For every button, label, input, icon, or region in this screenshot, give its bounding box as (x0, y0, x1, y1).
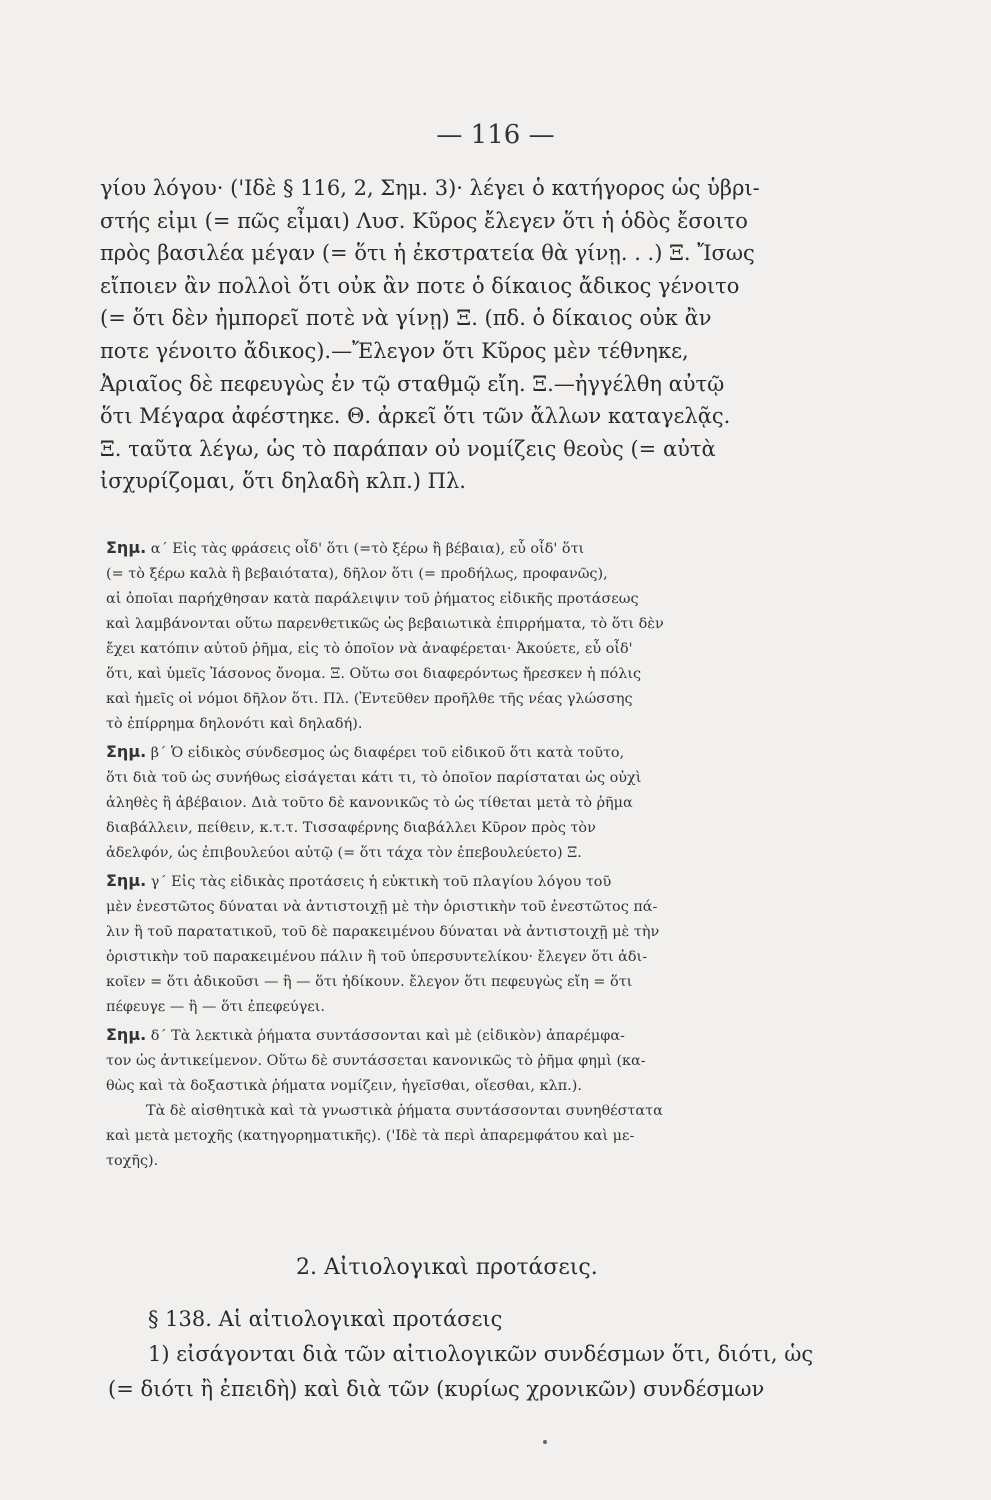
text-line: Ξ. ταῦτα λέγω, ὡς τὸ παράπαν οὐ νομίζεις θεοὺς (= αὐτὰ (100, 436, 716, 461)
speck (543, 1440, 547, 1444)
note-line: Τὰ δὲ αἰσθητικὰ καὶ τὰ γνωστικὰ ῥήματα συντάσσονται συνηθέστατα (146, 1103, 663, 1119)
text-line: Ἀριαῖος δὲ πεφευγὼς ἐν τῷ σταθμῷ εἴη. Ξ.—ἠγγέλθη αὐτῷ (100, 371, 725, 396)
note-line: (= τὸ ξέρω καλὰ ἢ βεβαιότατα), δῆλον ὅτι (= προδήλως, προφανῶς), (106, 566, 608, 582)
note-line: ὅτι, καὶ ὑμεῖς Ἰάσονος ὄνομα. Ξ. Οὕτω σοι διαφερόντως ἤρεσκεν ἡ πόλις (106, 666, 642, 682)
note-line: αἱ ὁποῖαι παρήχθησαν κατὰ παράλειψιν τοῦ ῥήματος εἰδικῆς προτάσεως (106, 591, 639, 607)
note-lead: Σημ. (106, 871, 147, 890)
text-line: (= ὅτι δὲν ἠμπορεῖ ποτὲ νὰ γίνῃ) Ξ. (πδ. ὁ δίκαιος οὐκ ἂν (100, 306, 712, 331)
text-line: ποτε γένοιτο ἄδικος).—Ἔλεγον ὅτι Κῦρος μὲν τέθνηκε, (100, 338, 689, 363)
text-line: πρὸς βασιλέα μέγαν (= ὅτι ἡ ἐκστρατεία θὰ γίνῃ. . .) Ξ. Ἴσως (100, 241, 755, 266)
note-lead: Σημ. (106, 1025, 147, 1044)
note-line: τον ὡς ἀντικείμενον. Οὕτω δὲ συντάσσεται κανονικῶς τὸ ῥῆμα φημὶ (κα- (106, 1053, 646, 1069)
note-alpha (106, 535, 822, 737)
note-text: γ΄ Εἰς τὰς εἰδικὰς προτάσεις ἡ εὐκτικὴ τοῦ πλαγίου λόγου τοῦ (150, 874, 612, 890)
note-line: καὶ μετὰ μετοχῆς (κατηγορηματικῆς). ('Ιδὲ τὰ περὶ ἀπαρεμφάτου καὶ με- (106, 1128, 635, 1144)
note-gamma (106, 868, 822, 1020)
note-lead: Σημ. (106, 538, 147, 557)
section-heading-line: § 138. Αἱ αἰτιολογικαὶ προτάσεις (148, 1307, 503, 1331)
note-line: τοχῆς). (106, 1153, 159, 1169)
note-line: ἔχει κατόπιν αὐτοῦ ῥῆμα, εἰς τὸ ὁποῖον νὰ ἀναφέρεται· Ἀκούετε, εὖ οἶδ' (106, 641, 633, 657)
text-line: (= διότι ἢ ἐπειδὴ) καὶ διὰ τῶν (κυρίως χρονικῶν) συνδέσμων (108, 1377, 765, 1401)
notes-block (106, 535, 822, 1176)
text-line: ἰσχυρίζομαι, ὅτι δηλαδὴ κλπ.) Πλ. (100, 469, 466, 494)
note-lead: Σημ. (106, 742, 147, 761)
text-line: εἴποιεν ἂν πολλοὶ ὅτι οὐκ ἂν ποτε ὁ δίκαιος ἄδικος γένοιτο (100, 273, 740, 298)
main-paragraph (100, 172, 845, 498)
section-138-paragraph (108, 1302, 848, 1407)
note-line: ἀληθὲς ἢ ἀβέβαιον. Διὰ τοῦτο δὲ κανονικῶς τὸ ὡς τίθεται μετὰ τὸ ῥῆμα (106, 795, 633, 811)
note-text: β΄ Ὁ εἰδικὸς σύνδεσμος ὡς διαφέρει τοῦ εἰδικοῦ ὅτι κατὰ τοῦτο, (150, 745, 625, 761)
note-line: καὶ ἡμεῖς οἱ νόμοι δῆλον ὅτι. Πλ. (Ἐντεῦθεν προῆλθε τῆς νέας γλώσσης (106, 691, 633, 707)
text-line: στής εἰμι (= πῶς εἶμαι) Λυσ. Κῦρος ἔλεγεν ὅτι ἡ ὁδὸς ἔσοιτο (100, 208, 748, 233)
note-line: κοῖεν = ὅτι ἀδικοῦσι — ἢ — ὅτι ἠδίκουν. ἔλεγον ὅτι πεφευγὼς εἴη = ὅτι (106, 974, 633, 990)
note-text: α΄ Εἰς τὰς φράσεις οἶδ' ὅτι (=τὸ ξέρω ἢ βέβαια), εὖ οἶδ' ὅτι (150, 541, 585, 557)
note-line: μὲν ἐνεστῶτος δύναται νὰ ἀντιστοιχῇ μὲ τὴν ὁριστικὴν τοῦ ἐνεστῶτος πά- (106, 899, 658, 915)
text-line: 1) εἰσάγονται διὰ τῶν αἰτιολογικῶν συνδέσμων ὅτι, διότι, ὡς (148, 1342, 814, 1366)
note-line (106, 1022, 822, 1049)
note-line: καὶ λαμβάνονται οὕτω παρενθετικῶς ὡς βεβαιωτικὰ ἐπιρρήματα, τὸ ὅτι δὲν (106, 616, 664, 632)
note-line: διαβάλλειν, πείθειν, κ.τ.τ. Τισσαφέρνης διαβάλλει Κῦρον πρὸς τὸν (106, 820, 596, 836)
note-line: ἀδελφόν, ὡς ἐπιβουλεύοι αὐτῷ (= ὅτι τάχα τὸν ἐπεβουλεύετο) Ξ. (106, 845, 582, 861)
note-line (106, 739, 822, 766)
note-line: λιν ἢ τοῦ παρατατικοῦ, τοῦ δὲ παρακειμένου δύναται νὰ ἀντιστοιχῇ μὲ τὴν (106, 924, 660, 940)
note-delta (106, 1022, 822, 1174)
page-number: — 116 — (436, 120, 555, 150)
note-line: ὁριστικὴν τοῦ παρακειμένου πάλιν ἢ τοῦ ὑπερσυντελίκου· ἔλεγεν ὅτι ἀδι- (106, 949, 648, 965)
section-title: 2. Αἰτιολογικαὶ προτάσεις. (296, 1255, 598, 1280)
note-line: πέφευγε — ἢ — ὅτι ἐπεφεύγει. (106, 999, 325, 1015)
note-line (106, 868, 822, 895)
note-beta (106, 739, 822, 866)
text-line: ὅτι Μέγαρα ἀφέστηκε. Θ. ἀρκεῖ ὅτι τῶν ἄλλων καταγελᾷς. (100, 404, 731, 429)
note-line (106, 535, 822, 562)
note-line: ὅτι διὰ τοῦ ὡς συνήθως εἰσάγεται κάτι τι, τὸ ὁποῖον παρίσταται ὡς οὐχὶ (106, 770, 642, 786)
text-line: γίου λόγου· ('Ιδὲ § 116, 2, Σημ. 3)· λέγει ὁ κατήγορος ὡς ὑβρι- (100, 176, 760, 200)
note-line: θὼς καὶ τὰ δοξαστικὰ ῥήματα νομίζειν, ἡγεῖσθαι, οἴεσθαι, κλπ.). (106, 1078, 582, 1094)
note-line: τὸ ἐπίρρημα δηλονότι καὶ δηλαδή). (106, 716, 363, 732)
note-text: δ΄ Τὰ λεκτικὰ ῥήματα συντάσσονται καὶ μὲ (εἰδικὸν) ἀπαρέμφα- (150, 1028, 625, 1044)
